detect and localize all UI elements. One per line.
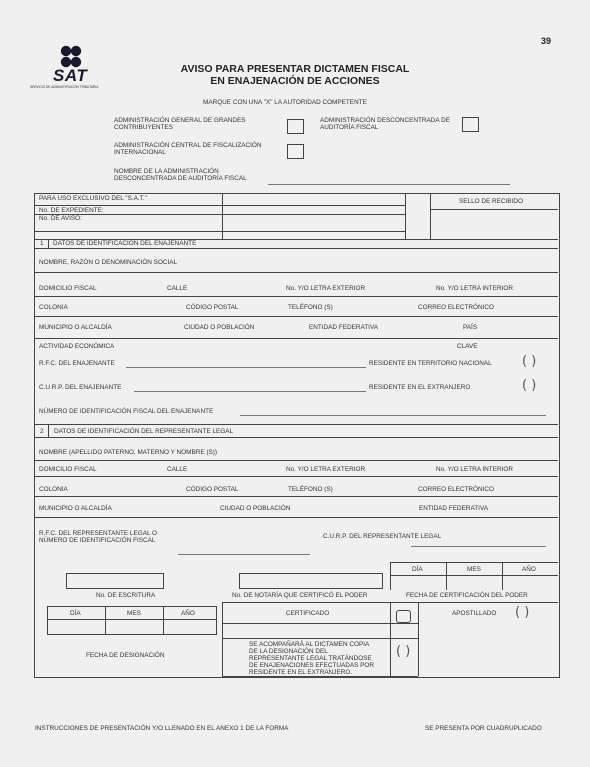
- notaria-label: No. DE NOTARÍA QUE CERTIFICÓ EL PODER: [232, 592, 368, 599]
- section1-number: 1: [40, 240, 44, 247]
- s1-entidad-label: ENTIDAD FEDERATIVA: [309, 324, 379, 331]
- residente-nacional-checkbox[interactable]: ( ): [522, 354, 537, 369]
- residente-nacional-label: RESIDENTE EN TERRITORIO NACIONAL: [369, 360, 492, 367]
- curp-enajenante-field[interactable]: [134, 391, 366, 392]
- form-title: [150, 63, 440, 87]
- residente-extranjero-checkbox[interactable]: ( ): [522, 378, 537, 393]
- s1-correo-label: CORREO ELECTRÓNICO: [418, 304, 494, 311]
- nombre-admin-field[interactable]: [268, 184, 510, 185]
- instrucciones-text: INSTRUCCIONES DE PRESENTACIÓN Y/O LLENADO EN EL ANEXO 1 DE LA FORMA: [35, 725, 289, 732]
- label-admin-central: ADMINISTRACIÓN CENTRAL DE FISCALIZACIÓN INTERNACIONAL: [114, 142, 262, 156]
- cert-anio-label: AÑO: [522, 566, 536, 573]
- s2-calle-label: CALLE: [167, 466, 188, 473]
- checkbox-admin-central[interactable]: [287, 144, 304, 159]
- label-admin-grandes: ADMINISTRACIÓN GENERAL DE GRANDES CONTRIBUYENTES: [114, 117, 246, 131]
- section2-title: DATOS DE IDENTIFICACIÓN DEL REPRESENTANTE LEGAL: [54, 428, 234, 435]
- cuadruplicado-text: SE PRESENTA POR CUADRUPLICADO: [425, 725, 542, 732]
- fecha-designacion-label: FECHA DE DESIGNACIÓN: [86, 652, 165, 659]
- cert-dia-label: DÍA: [412, 566, 423, 573]
- s1-no-exterior-label: No. Y/O LETRA EXTERIOR: [286, 285, 366, 292]
- sat-logo: [30, 44, 110, 96]
- acompanara-checkbox[interactable]: ( ): [396, 644, 411, 659]
- rfc-enajenante-label: R.F.C. DEL ENAJENANTE: [39, 360, 115, 367]
- section1-title: DATOS DE IDENTIFICACIÓN DEL ENAJENANTE: [53, 240, 197, 247]
- certificado-label: CERTIFICADO: [286, 610, 330, 617]
- rfc-enajenante-field[interactable]: [126, 367, 366, 368]
- s1-calle-label: CALLE: [167, 285, 188, 292]
- checkbox-admin-grandes[interactable]: [287, 119, 304, 134]
- s2-no-exterior-label: No. Y/O LETRA EXTERIOR: [286, 466, 366, 473]
- desig-dia-label: DÍA: [70, 610, 81, 617]
- escritura-field[interactable]: [66, 573, 164, 589]
- rfc-rep-field[interactable]: [178, 554, 310, 555]
- residente-extranjero-label: RESIDENTE EN EL EXTRANJERO: [369, 384, 471, 391]
- section2-number: 2: [40, 428, 44, 435]
- s1-ciudad-label: CIUDAD O POBLACIÓN: [184, 324, 255, 331]
- enajenante-nombre-label: NOMBRE, RAZÓN O DENOMINACIÓN SOCIAL: [39, 259, 178, 266]
- s2-municipio-label: MUNICIPIO O ALCALDÍA: [39, 505, 112, 512]
- notaria-field[interactable]: [239, 573, 383, 589]
- num-fiscal-field[interactable]: [240, 415, 546, 416]
- s2-domicilio-label: DOMICILIO FISCAL: [39, 466, 97, 473]
- sat-logo-text: SAT: [53, 66, 88, 85]
- curp-enajenante-label: C.U.R.P. DEL ENAJENANTE: [39, 384, 122, 391]
- curp-rep-label: C.U.R.P. DEL REPRESENTANTE LEGAL: [323, 533, 442, 540]
- s2-colonia-label: COLONIA: [39, 486, 68, 493]
- s1-codigo-postal-label: CÓDIGO POSTAL: [186, 304, 239, 311]
- acompanara-text: SE ACOMPAÑARÁ AL DICTAMEN COPIA DE LA DESIGNACIÓN DEL REPRESENTANTE LEGAL TRATÁNDOSE DE ENAJENACIONES EFECTUADAS POR RESIDENTE EN EL EXTRANJERO.: [249, 641, 374, 676]
- s2-entidad-label: ENTIDAD FEDERATIVA: [419, 505, 489, 512]
- authority-instruction: MARQUE CON UNA "X" LA AUTORIDAD COMPETENTE: [203, 99, 367, 106]
- rep-nombre-label: NOMBRE (APELLIDO PATERNO, MATERNO Y NOMBRE (S)): [39, 449, 218, 456]
- expediente-label: No. DE EXPEDIENTE:: [39, 207, 104, 214]
- s1-municipio-label: MUNICIPIO O ALCALDÍA: [39, 324, 112, 331]
- escritura-label: No. DE ESCRITURA: [96, 592, 156, 599]
- s1-colonia-label: COLONIA: [39, 304, 68, 311]
- curp-rep-field[interactable]: [411, 546, 546, 547]
- sat-exclusive-label: PARA USO EXCLUSIVO DEL "S.A.T.": [39, 195, 147, 202]
- label-nombre-admin: NOMBRE DE LA ADMINISTRACIÓN DESCONCENTRADA DE AUDITORÍA FISCAL: [114, 168, 247, 182]
- s1-no-interior-label: No. Y/O LETRA INTERIOR: [436, 285, 513, 292]
- actividad-label: ACTIVIDAD ECONÓMICA: [39, 343, 115, 350]
- s2-telefono-label: TELÉFONO (S): [288, 486, 333, 493]
- s2-no-interior-label: No. Y/O LETRA INTERIOR: [436, 466, 513, 473]
- rfc-rep-label: R.F.C. DEL REPRESENTANTE LEGAL O NÚMERO DE IDENTIFICACIÓN FISCAL: [39, 530, 158, 544]
- apostillado-label: APOSTILLADO: [452, 610, 497, 617]
- title-line-1: AVISO PARA PRESENTAR DICTAMEN FISCAL: [180, 63, 410, 75]
- checkbox-admin-desconcentrada[interactable]: [462, 117, 479, 132]
- aviso-label: No. DE AVISO:: [39, 215, 82, 222]
- title-line-2: EN ENAJENACIÓN DE ACCIONES: [210, 75, 380, 87]
- s1-pais-label: PAÍS: [463, 324, 478, 331]
- s2-ciudad-label: CIUDAD O POBLACIÓN: [220, 505, 291, 512]
- sat-logo-subtitle: SERVICIO DE ADMINISTRACIÓN TRIBUTARIA: [30, 85, 99, 89]
- s1-domicilio-label: DOMICILIO FISCAL: [39, 285, 97, 292]
- certificado-checkbox[interactable]: [396, 610, 411, 623]
- page-number: 39: [541, 36, 552, 46]
- cert-mes-label: MES: [467, 566, 481, 573]
- s2-codigo-postal-label: CÓDIGO POSTAL: [186, 486, 239, 493]
- desig-anio-label: AÑO: [181, 610, 195, 617]
- num-fiscal-label: NÚMERO DE IDENTIFICACIÓN FISCAL DEL ENAJENANTE: [39, 408, 214, 415]
- sello-recibido-label: SELLO DE RECIBIDO: [459, 198, 523, 205]
- fecha-cert-label: FECHA DE CERTIFICACIÓN DEL PODER: [406, 592, 528, 599]
- clave-label: CLAVE: [457, 343, 478, 350]
- apostillado-checkbox[interactable]: ( ): [515, 605, 530, 620]
- s1-telefono-label: TELÉFONO (S): [288, 304, 333, 311]
- desig-mes-label: MES: [127, 610, 141, 617]
- s2-correo-label: CORREO ELECTRÓNICO: [418, 486, 494, 493]
- label-admin-desconcentrada: ADMINISTRACIÓN DESCONCENTRADA DE AUDITORÍA FISCAL: [320, 117, 450, 131]
